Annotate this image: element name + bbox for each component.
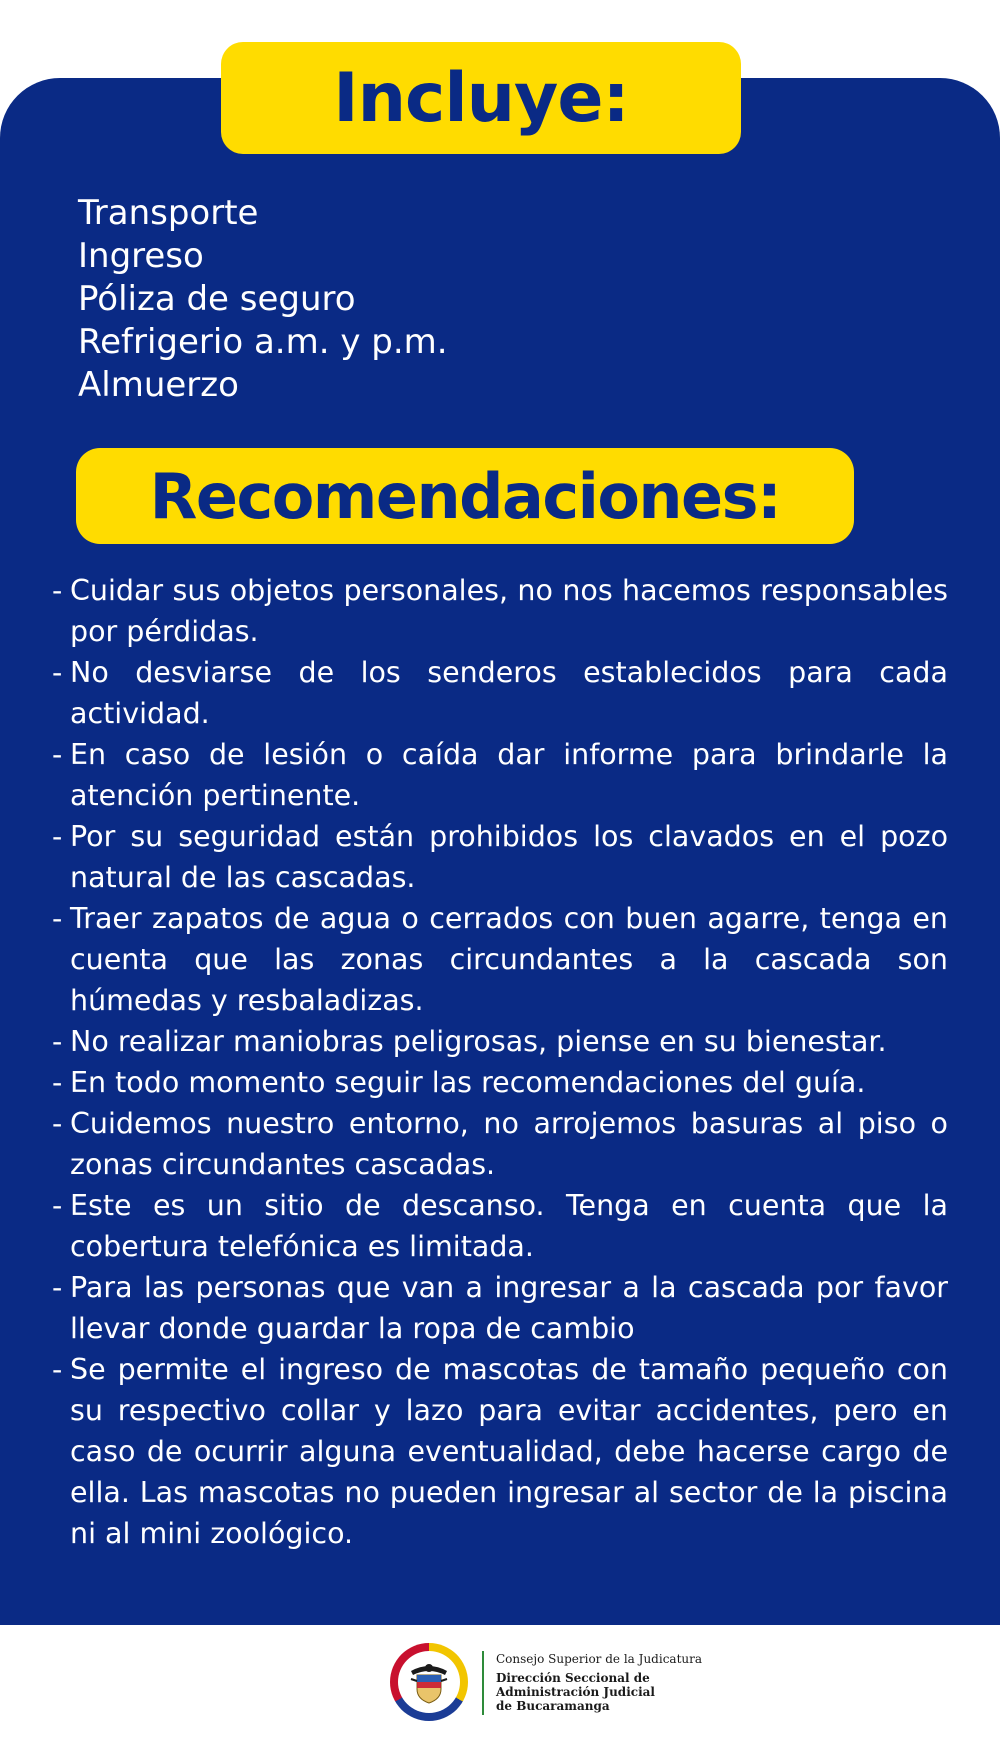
include-item: Ingreso — [78, 236, 204, 276]
colombia-coat-of-arms-icon — [390, 1643, 468, 1721]
includes-list — [78, 192, 448, 407]
recommendation-text: En caso de lesión o caída dar informe para brindarle la atención pertinente. — [70, 738, 948, 812]
recommendations-list — [52, 570, 948, 1554]
bullet-dash: - — [52, 574, 63, 607]
bullet-dash: - — [52, 1107, 63, 1140]
bullet-dash: - — [52, 1353, 63, 1386]
recommendation-text: Por su seguridad están prohibidos los clavados en el pozo natural de las cascadas. — [70, 820, 948, 894]
include-item: Transporte — [78, 193, 259, 233]
recommendation-text: Cuidar sus objetos personales, no nos hacemos responsables por pérdidas. — [70, 574, 948, 648]
recommendation-text: No realizar maniobras peligrosas, piense en su bienestar. — [70, 1025, 887, 1058]
recommendation-text: Traer zapatos de agua o cerrados con buen agarre, tenga en cuenta que las zonas circundantes a la cascada son húmedas y resbaladizas. — [70, 902, 948, 1017]
recommendation-item — [52, 1185, 948, 1267]
recommendation-item — [52, 816, 948, 898]
recommendation-item — [52, 1062, 948, 1103]
recommendation-item — [52, 898, 948, 1021]
recommendation-item — [52, 652, 948, 734]
recommendation-text: Este es un sitio de descanso. Tenga en cuenta que la cobertura telefónica es limitada. — [70, 1189, 948, 1263]
recommendation-item — [52, 570, 948, 652]
recommendation-text: Cuidemos nuestro entorno, no arrojemos basuras al piso o zonas circundantes cascadas. — [70, 1107, 948, 1181]
bullet-dash: - — [52, 738, 63, 771]
office-name-line: de Bucaramanga — [496, 1699, 610, 1713]
recommendation-text: Se permite el ingreso de mascotas de tamaño pequeño con su respectivo collar y lazo para evitar accidentes, pero en caso de ocurrir alguna eventualidad, debe hacerse cargo de ella. Las mascotas no pueden ingresar al sector de la piscina ni al mini zoológico. — [70, 1353, 948, 1550]
bullet-dash: - — [52, 1066, 63, 1099]
council-name: Consejo Superior de la Judicatura — [496, 1652, 703, 1666]
bullet-dash: - — [52, 902, 63, 935]
recommendation-item — [52, 734, 948, 816]
bullet-dash: - — [52, 1189, 63, 1222]
include-item: Almuerzo — [78, 365, 239, 405]
recomendaciones-heading: Recomendaciones: — [76, 448, 854, 544]
recommendation-item — [52, 1021, 948, 1062]
include-item: Refrigerio a.m. y p.m. — [78, 322, 448, 362]
organization-name — [496, 1651, 702, 1713]
bullet-dash: - — [52, 1271, 63, 1304]
bullet-dash: - — [52, 656, 63, 689]
recommendation-item — [52, 1349, 948, 1554]
incluye-heading: Incluye: — [221, 42, 741, 154]
recommendation-item — [52, 1267, 948, 1349]
footer — [0, 1625, 1000, 1747]
bullet-dash: - — [52, 1025, 63, 1058]
recommendation-item — [52, 1103, 948, 1185]
bullet-dash: - — [52, 820, 63, 853]
recommendation-text: Para las personas que van a ingresar a la cascada por favor llevar donde guardar la ropa de cambio — [70, 1271, 948, 1345]
recommendation-text: No desviarse de los senderos establecidos para cada actividad. — [70, 656, 948, 730]
office-name-line: Administración Judicial — [496, 1685, 655, 1699]
footer-divider — [482, 1651, 484, 1715]
recommendation-text: En todo momento seguir las recomendaciones del guía. — [70, 1066, 866, 1099]
include-item: Póliza de seguro — [78, 279, 356, 319]
office-name-line: Dirección Seccional de — [496, 1671, 650, 1685]
